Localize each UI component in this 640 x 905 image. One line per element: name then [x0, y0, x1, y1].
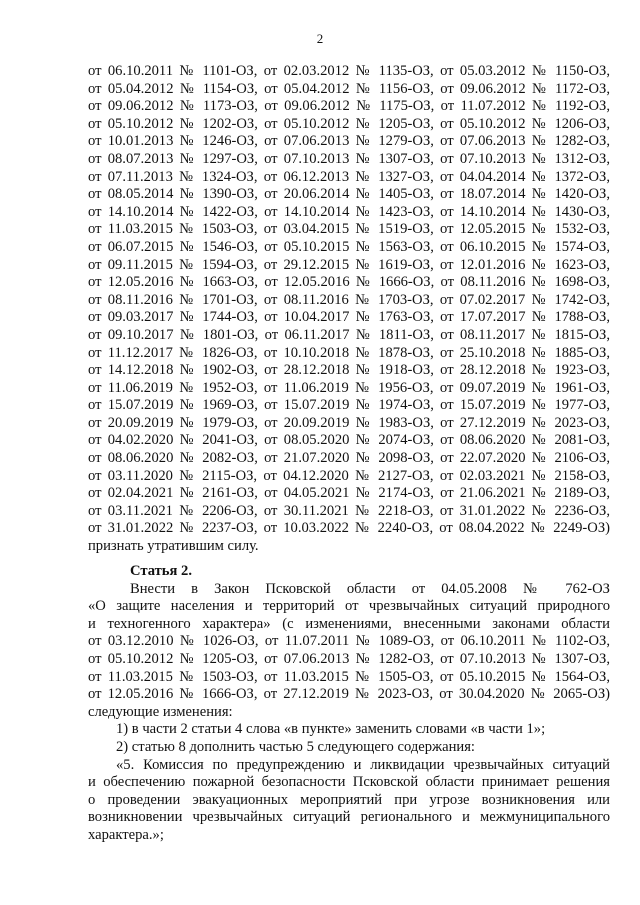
list-end: признать утратившим силу. [88, 538, 259, 555]
article-intro-line: от 12.05.2016 № 1666-ОЗ, от 27.12.2019 № 2023-ОЗ, от 30.04.2020 № 2065-ОЗ) [88, 686, 610, 703]
list-line: от 05.04.2012 № 1154-ОЗ, от 05.04.2012 № 1156-ОЗ, от 09.06.2012 № 1172-ОЗ, [88, 80, 610, 97]
article-2 [88, 563, 610, 845]
list-line: от 20.09.2019 № 1979-ОЗ, от 20.09.2019 № 1983-ОЗ, от 27.12.2019 № 2023-ОЗ, [88, 414, 610, 431]
quote-line: «5. Комиссия по предупреждению и ликвидации чрезвычайных ситуаций [116, 756, 610, 773]
list-line: от 12.05.2016 № 1663-ОЗ, от 12.05.2016 № 1666-ОЗ, от 08.11.2016 № 1698-ОЗ, [88, 274, 610, 291]
amendment-list [88, 63, 610, 556]
list-line: от 31.01.2022 № 2237-ОЗ, от 10.03.2022 № 2240-ОЗ, от 08.04.2022 № 2249-ОЗ) [88, 520, 610, 537]
list-line: от 11.06.2019 № 1952-ОЗ, от 11.06.2019 № 1956-ОЗ, от 09.07.2019 № 1961-ОЗ, [88, 379, 610, 396]
list-line: от 04.02.2020 № 2041-ОЗ, от 08.05.2020 № 2074-ОЗ, от 08.06.2020 № 2081-ОЗ, [88, 432, 610, 449]
quote-end: характера.»; [88, 826, 164, 843]
article-intro-line: Внести в Закон Псковской области от 04.05.2008 № 762-ОЗ [130, 580, 610, 597]
list-line: от 14.10.2014 № 1422-ОЗ, от 14.10.2014 № 1423-ОЗ, от 14.10.2014 № 1430-ОЗ, [88, 203, 610, 220]
list-line: от 08.06.2020 № 2082-ОЗ, от 21.07.2020 № 2098-ОЗ, от 22.07.2020 № 2106-ОЗ, [88, 450, 610, 467]
list-line: от 09.03.2017 № 1744-ОЗ, от 10.04.2017 № 1763-ОЗ, от 17.07.2017 № 1788-ОЗ, [88, 309, 610, 326]
article-intro-line: от 05.10.2012 № 1205-ОЗ, от 07.06.2013 № 1282-ОЗ, от 07.10.2013 № 1307-ОЗ, [88, 650, 610, 667]
article-heading: Статья 2. [130, 563, 192, 579]
list-line: от 07.11.2013 № 1324-ОЗ, от 06.12.2013 № 1327-ОЗ, от 04.04.2014 № 1372-ОЗ, [88, 168, 610, 185]
list-line: от 05.10.2012 № 1202-ОЗ, от 05.10.2012 № 1205-ОЗ, от 05.10.2012 № 1206-ОЗ, [88, 115, 610, 132]
list-line: от 03.11.2021 № 2206-ОЗ, от 30.11.2021 № 2218-ОЗ, от 31.01.2022 № 2236-ОЗ, [88, 502, 610, 519]
list-line: от 09.10.2017 № 1801-ОЗ, от 06.11.2017 № 1811-ОЗ, от 08.11.2017 № 1815-ОЗ, [88, 326, 610, 343]
list-line: от 02.04.2021 № 2161-ОЗ, от 04.05.2021 № 2174-ОЗ, от 21.06.2021 № 2189-ОЗ, [88, 485, 610, 502]
article-intro-line: от 11.03.2015 № 1503-ОЗ, от 11.03.2015 № 1505-ОЗ, от 05.10.2015 № 1564-ОЗ, [88, 668, 610, 685]
article-intro-line: «О защите населения и территорий от чрезвычайных ситуаций природного [88, 598, 610, 615]
change-item-2: 2) статью 8 дополнить частью 5 следующего содержания: [116, 738, 475, 755]
list-line: от 06.10.2011 № 1101-ОЗ, от 02.03.2012 № 1135-ОЗ, от 05.03.2012 № 1150-ОЗ, [88, 63, 610, 79]
list-line: от 09.11.2015 № 1594-ОЗ, от 29.12.2015 № 1619-ОЗ, от 12.01.2016 № 1623-ОЗ, [88, 256, 610, 273]
change-item-1: 1) в части 2 статьи 4 слова «в пункте» заменить словами «в части 1»; [116, 721, 546, 738]
list-line: от 08.11.2016 № 1701-ОЗ, от 08.11.2016 № 1703-ОЗ, от 07.02.2017 № 1742-ОЗ, [88, 291, 610, 308]
quote-line: возникновении чрезвычайных ситуаций регионального и межмуниципального [88, 809, 610, 826]
page-number: 2 [316, 31, 324, 46]
list-line: от 06.07.2015 № 1546-ОЗ, от 05.10.2015 № 1563-ОЗ, от 06.10.2015 № 1574-ОЗ, [88, 238, 610, 255]
list-line: от 09.06.2012 № 1173-ОЗ, от 09.06.2012 № 1175-ОЗ, от 11.07.2012 № 1192-ОЗ, [88, 98, 610, 115]
list-line: от 11.12.2017 № 1826-ОЗ, от 10.10.2018 № 1878-ОЗ, от 25.10.2018 № 1885-ОЗ, [88, 344, 610, 361]
list-line: от 08.07.2013 № 1297-ОЗ, от 07.10.2013 № 1307-ОЗ, от 07.10.2013 № 1312-ОЗ, [88, 150, 610, 167]
list-line: от 08.05.2014 № 1390-ОЗ, от 20.06.2014 № 1405-ОЗ, от 18.07.2014 № 1420-ОЗ, [88, 186, 610, 203]
article-intro-line: от 03.12.2010 № 1026-ОЗ, от 11.07.2011 № 1089-ОЗ, от 06.10.2011 № 1102-ОЗ, [88, 633, 610, 650]
quote-line: и обеспечению пожарной безопасности Псковской области принимает решения [88, 774, 610, 791]
list-line: от 03.11.2020 № 2115-ОЗ, от 04.12.2020 № 2127-ОЗ, от 02.03.2021 № 2158-ОЗ, [88, 467, 610, 484]
list-line: от 15.07.2019 № 1969-ОЗ, от 15.07.2019 № 1974-ОЗ, от 15.07.2019 № 1977-ОЗ, [88, 397, 610, 414]
article-intro-end: следующие изменения: [88, 703, 233, 720]
article-intro-line: и техногенного характера» (с изменениями, внесенными законами области [88, 615, 610, 632]
list-line: от 11.03.2015 № 1503-ОЗ, от 03.04.2015 № 1519-ОЗ, от 12.05.2015 № 1532-ОЗ, [88, 221, 610, 238]
quote-line: о проведении эвакуационных мероприятий при угрозе возникновения или [88, 791, 610, 808]
list-line: от 14.12.2018 № 1902-ОЗ, от 28.12.2018 № 1918-ОЗ, от 28.12.2018 № 1923-ОЗ, [88, 362, 610, 379]
list-line: от 10.01.2013 № 1246-ОЗ, от 07.06.2013 № 1279-ОЗ, от 07.06.2013 № 1282-ОЗ, [88, 133, 610, 150]
